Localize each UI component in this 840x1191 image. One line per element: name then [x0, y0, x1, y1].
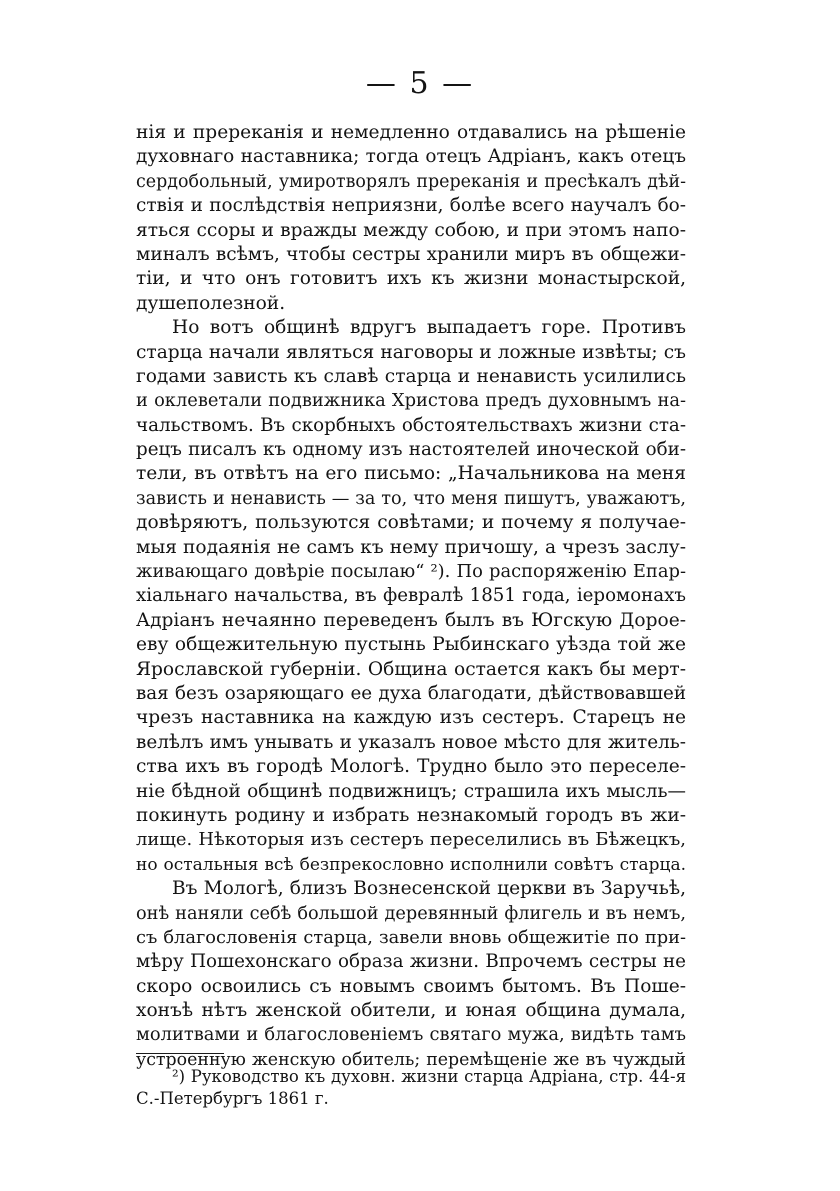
paragraph-start-line: Но вотъ общинѣ вдругъ выпадаетъ горе. Противъ [172, 317, 686, 339]
body-text [136, 121, 686, 1072]
text-line: еву общежительную пустынь Рыбинскаго уѣзда той же [136, 634, 686, 656]
text-line: годами зависть къ славѣ старца и ненависть усилились [136, 365, 686, 387]
footnote-line: ²) Руководство къ духовн. жизни старца Адріана, стр. 44-я [172, 1067, 686, 1086]
text-line: ства ихъ въ городѣ Мологѣ. Трудно было это переселе- [136, 756, 686, 778]
text-line: ніе бѣдной общинѣ подвижницъ; страшила ихъ мысль— [136, 780, 686, 802]
paragraph-end-line: душеполезной. [136, 292, 286, 314]
text-line: духовнаго наставника; тогда отецъ Адріанъ, какъ отецъ [136, 146, 686, 168]
text-line: велѣлъ имъ унывать и указалъ новое мѣсто для житель- [136, 731, 686, 753]
paragraph-end-line: но остальныя всѣ безпрекословно исполнили совѣтъ старца. [136, 854, 686, 875]
text-line: Ярославской губерніи. Община остается какъ бы мерт- [136, 658, 686, 680]
footnote-line: С.-Петербургъ 1861 г. [136, 1089, 329, 1108]
footnote-divider [136, 1053, 224, 1054]
paragraph-start-line: Въ Мологѣ, близъ Вознесенской церкви въ Заручьѣ, [172, 878, 686, 900]
text-line: мѣру Пошехонскаго образа жизни. Впрочемъ сестры не [136, 951, 686, 973]
text-line: чрезъ наставника на каждую изъ сестеръ. Старецъ не [136, 707, 686, 729]
text-line: ствія и послѣдствія неприязни, болѣе всего научалъ бо- [136, 195, 686, 217]
text-line: скоро освоились съ новымъ своимъ бытомъ. Въ Поше- [136, 975, 686, 997]
text-line: живающаго довѣріе посылаю“ ²). По распоряженію Епар- [136, 561, 686, 583]
text-line: онѣ наняли себѣ большой деревянный флигель и въ немъ, [136, 903, 686, 924]
text-line: чальствомъ. Въ скорбныхъ обстоятельствахъ жизни ста- [136, 414, 686, 436]
text-line: Адріанъ нечаянно переведенъ былъ въ Югскую Дорое- [136, 609, 686, 631]
text-line: старца начали являться наговоры и ложные извѣты; съ [136, 341, 686, 363]
page-number: — 5 — [365, 66, 475, 101]
footnote [136, 1066, 686, 1110]
text-line: мыя подаянія не самъ къ нему причошу, а чрезъ заслу- [136, 536, 686, 558]
text-line: съ благословенія старца, завели вновь общежитіе по при- [136, 926, 686, 948]
text-line: вая безъ озаряющаго ее духа благодати, дѣйствовавшей [136, 682, 686, 704]
text-line: рецъ писалъ къ одному изъ настоятелей иноческой оби- [136, 439, 686, 461]
text-line: нія и пререканія и немедленно отдавались на рѣшеніе [136, 122, 686, 143]
text-line: яться ссоры и вражды между собою, и при этомъ напо- [136, 219, 686, 241]
text-line: молитвами и благословеніемъ святаго мужа, видѣть тамъ [136, 1024, 686, 1046]
text-line: хонъѣ нѣтъ женской обители, и юная община думала, [136, 1000, 686, 1022]
text-line: довѣряютъ, пользуются совѣтами; и почему я получае- [136, 512, 686, 534]
text-line: устроенную женскую обитель; перемѣщеніе же въ чуждый [136, 1049, 686, 1070]
text-line: тіи, и что онъ готовитъ ихъ къ жизни монастырской, [136, 268, 686, 290]
text-line: и оклеветали подвижника Христова предъ духовнымъ на- [136, 390, 686, 412]
text-line: миналъ всѣмъ, чтобы сестры хранили миръ въ общежи- [136, 243, 686, 265]
text-line: зависть и ненависть — за то, что меня пишутъ, уважаютъ, [136, 488, 686, 509]
text-line: тели, въ отвѣтъ на его письмо: „Начальникова на меня [136, 463, 686, 485]
text-line: сердобольный, умиротворялъ пререканія и пресѣкалъ дѣй- [136, 171, 686, 192]
text-line: покинуть родину и избрать незнакомый городъ въ жи- [136, 804, 686, 826]
text-line: лище. Нѣкоторыя изъ сестеръ переселились въ Бѣжецкъ, [136, 829, 686, 851]
text-line: хіальнаго начальства, въ февралѣ 1851 года, іеромонахъ [136, 585, 686, 607]
